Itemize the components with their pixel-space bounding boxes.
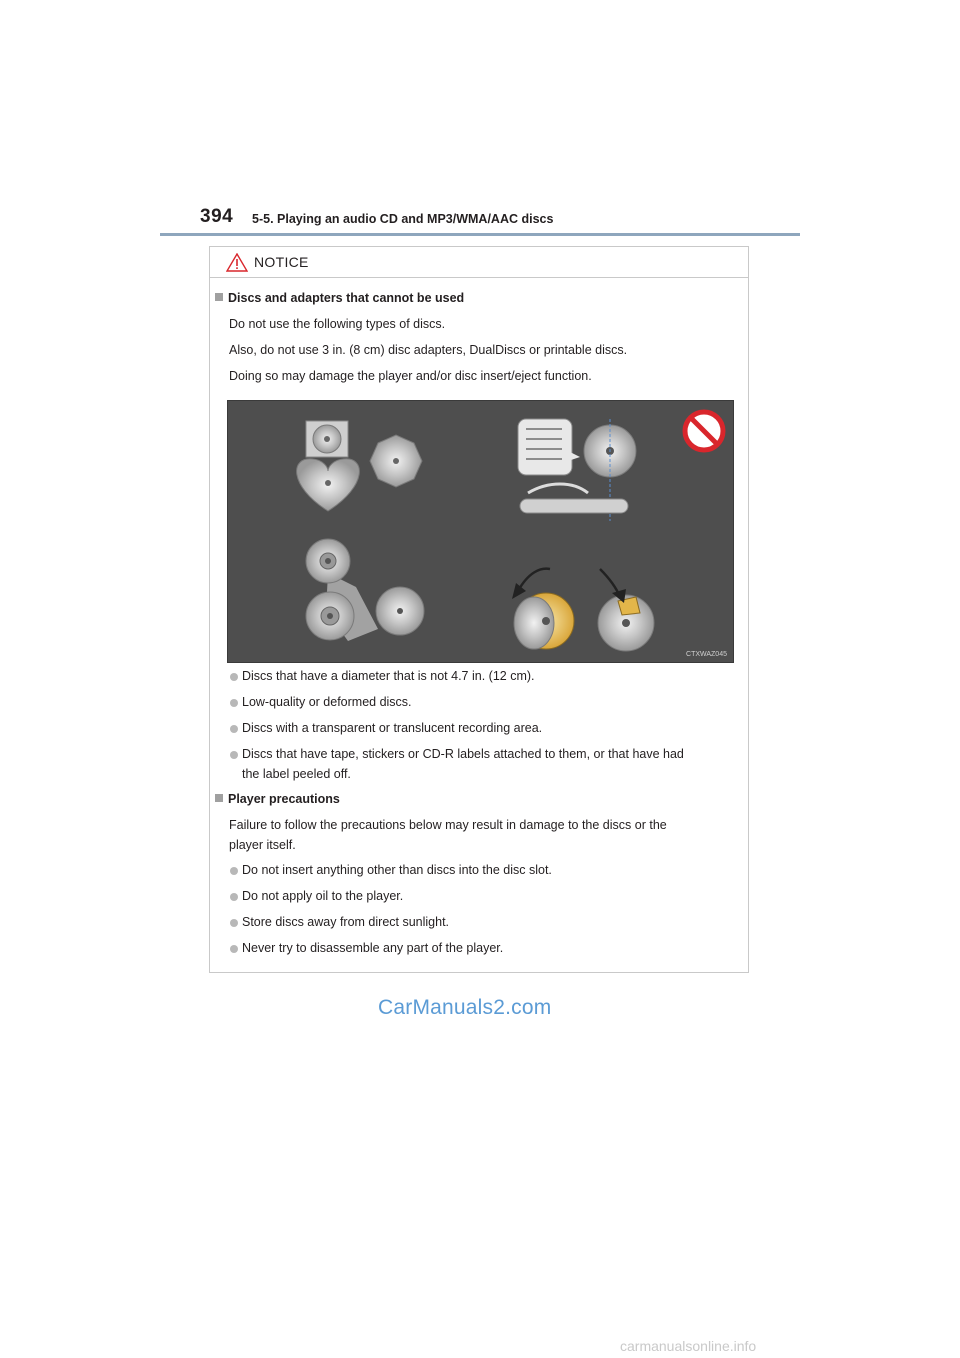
square-bullet-icon <box>215 794 223 802</box>
bullet-dot-icon <box>230 699 238 707</box>
page-header <box>160 200 800 236</box>
section-title: 5-5. Playing an audio CD and MP3/WMA/AAC discs <box>252 212 554 226</box>
watermark-link[interactable]: CarManuals2.com <box>378 996 552 1019</box>
section-heading-player: Player precautions <box>215 791 340 807</box>
section-heading-discs: Discs and adapters that cannot be used <box>215 290 464 306</box>
paragraph: Do not use the following types of discs. <box>229 317 446 331</box>
footer-watermark: carmanualsonline.info <box>620 1338 757 1354</box>
image-code: CTXWAZ045 <box>686 651 727 658</box>
list-item: Never try to disassemble any part of the player. <box>242 941 504 955</box>
notice-title: NOTICE <box>254 254 309 270</box>
list-item: Low-quality or deformed discs. <box>242 695 412 709</box>
bullet-dot-icon <box>230 945 238 953</box>
paragraph: Doing so may damage the player and/or disc insert/eject function. <box>229 369 592 383</box>
paragraph: Failure to follow the precautions below may result in damage to the discs or the <box>229 818 667 832</box>
list-item: Discs that have tape, stickers or CD-R labels attached to them, or that have had <box>242 747 684 761</box>
paragraph: Also, do not use 3 in. (8 cm) disc adapters, DualDiscs or printable discs. <box>229 343 628 357</box>
warning-triangle-icon <box>226 253 248 272</box>
bullet-dot-icon <box>230 893 238 901</box>
bullet-dot-icon <box>230 725 238 733</box>
bullet-dot-icon <box>230 673 238 681</box>
list-item-continued: the label peeled off. <box>242 767 351 781</box>
list-item: Do not apply oil to the player. <box>242 889 404 903</box>
list-item: Discs with a transparent or translucent recording area. <box>242 721 543 735</box>
page-number: 394 <box>200 206 234 227</box>
list-item: Discs that have a diameter that is not 4.7 in. (12 cm). <box>242 669 535 683</box>
bullet-dot-icon <box>230 751 238 759</box>
bullet-dot-icon <box>230 919 238 927</box>
notice-header <box>210 247 748 278</box>
prohibited-icon <box>685 412 723 450</box>
bullet-dot-icon <box>230 867 238 875</box>
square-bullet-icon <box>215 293 223 301</box>
paragraph: player itself. <box>229 838 296 852</box>
list-item: Store discs away from direct sunlight. <box>242 915 450 929</box>
list-item: Do not insert anything other than discs into the disc slot. <box>242 863 552 877</box>
header-rule <box>160 233 800 236</box>
prohibited-discs-illustration <box>227 400 734 663</box>
